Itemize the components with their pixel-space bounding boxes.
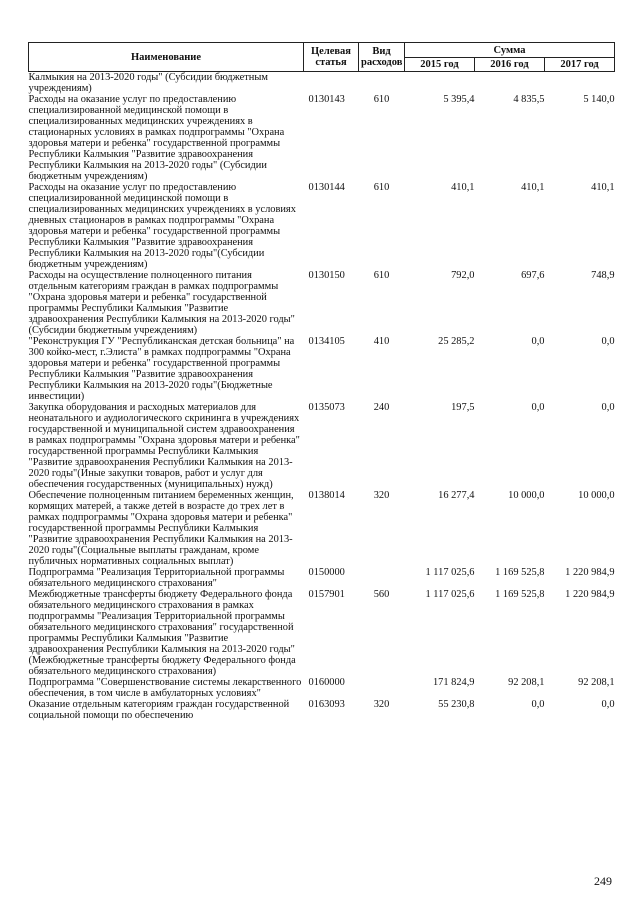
row-code: 0134105: [308, 336, 345, 347]
row-2015: 25 285,2: [438, 336, 475, 347]
row-code: 0130144: [308, 182, 345, 193]
table-row: [29, 490, 615, 567]
row-2015: 55 230,8: [438, 699, 475, 710]
table-row: [29, 402, 615, 490]
row-code: 0135073: [308, 402, 345, 413]
row-type: 320: [373, 490, 390, 501]
header-expense-type: Вид расходов: [359, 43, 405, 72]
row-code: [304, 72, 359, 95]
row-type: [359, 567, 405, 589]
header-year-2017: 2017 год: [545, 58, 615, 72]
row-2017: 0,0: [601, 402, 615, 413]
row-2016: 0,0: [531, 336, 545, 347]
row-name: Оказание отдельным категориям граждан государственной социальной помощи по обеспечению: [28, 699, 290, 721]
row-2015: 197,5: [451, 402, 475, 413]
row-2015: 1 117 025,6: [425, 589, 475, 600]
row-2017: 410,1: [591, 182, 615, 193]
row-type: 560: [373, 589, 390, 600]
row-2017: 92 208,1: [578, 677, 615, 688]
table-body: [29, 72, 615, 722]
row-type: 610: [373, 270, 390, 281]
row-2016: 4 835,5: [513, 94, 545, 105]
row-2015: 171 824,9: [432, 677, 475, 688]
row-code: 0130150: [308, 270, 345, 281]
row-2017: 0,0: [601, 336, 615, 347]
table-row: [29, 336, 615, 402]
row-2016: 0,0: [531, 402, 545, 413]
header-name: Наименование: [29, 43, 304, 72]
row-2016: 697,6: [521, 270, 545, 281]
row-2017: [545, 72, 615, 95]
header-target-article: Целевая статья: [304, 43, 359, 72]
budget-table: [28, 42, 615, 721]
row-name: Обеспечение полноценным питанием беременных женщин, кормящих матерей, а также детей в возрасте до трех лет в рамках подпрограммы "Охрана здоровья матери и ребенка" государственной программы Республики Калмыкия "Развитие здравоохранения Республики Калмыкия на 2013-2020 годы"(Социальные выплаты гражданам, кроме публичных нормативных социальных выплат): [28, 490, 294, 567]
row-code: 0163093: [308, 699, 345, 710]
row-2016: 10 000,0: [508, 490, 545, 501]
row-2015: 1 117 025,6: [425, 567, 475, 578]
row-2016: 1 169 525,8: [495, 567, 545, 578]
row-2016: 410,1: [521, 182, 545, 193]
row-name: Расходы на оказание услуг по предоставлению специализированной медицинской помощи в специализированных медицинских учреждениях в условиях дневных стационаров в рамках подпрограммы "Охрана здоровья матери и ребенка" государственной программы Республики Калмыкия "Развитие здравоохранения Республики Калмыкия на 2013-2020 годы"(Субсидии бюджетным учреждениям): [28, 182, 296, 270]
row-code: 0138014: [308, 490, 345, 501]
table-row: [29, 270, 615, 336]
table-row: [29, 182, 615, 270]
table-row: [29, 699, 615, 721]
row-type: [359, 677, 405, 699]
row-2017: 10 000,0: [578, 490, 615, 501]
row-type: 320: [373, 699, 390, 710]
row-name: "Реконструкция ГУ "Республиканская детская больница" на 300 койко-мест, г.Элиста" в рамках подпрограммы "Охрана здоровья матери и ребенка" государственной программы Республики Калмыкия "Развитие здравоохранения Республики Калмыкия на 2013-2020 годы"(Бюджетные инвестиции): [28, 336, 295, 402]
row-2015: 792,0: [451, 270, 475, 281]
row-name: Межбюджетные трансферты бюджету Федерального фонда обязательного медицинского страхования в рамках подпрограммы "Реализация Территориальной программы обязательного медицинского страхования" государственной программы Республики Калмыкия "Развитие здравоохранения Республики Калмыкия на 2013-2020 годы" (Межбюджетные трансферты бюджету Федерального фонда обязательного медицинского страхования): [28, 589, 296, 677]
row-name: Расходы на осуществление полноценного питания отдельным категориям граждан в рамках подпрограммы "Охрана здоровья матери и ребенка" государственной программы Республики Калмыкия "Развитие здравоохранения Республики Калмыкия на 2013-2020 годы" (Субсидии бюджетным учреждениям): [28, 270, 295, 336]
row-2016: 92 208,1: [508, 677, 545, 688]
row-name: Подпрограмма "Совершенствование системы лекарственного обеспечения, в том числе в амбулаторных условиях": [28, 677, 302, 699]
row-type: [359, 72, 405, 95]
row-2015: 410,1: [451, 182, 475, 193]
row-name: Калмыкия на 2013-2020 годы" (Субсидии бюджетным учреждениям): [28, 72, 268, 94]
row-2017: 5 140,0: [583, 94, 615, 105]
row-2016: 0,0: [531, 699, 545, 710]
row-type: 410: [373, 336, 390, 347]
row-2015: 5 395,4: [443, 94, 475, 105]
row-type: 610: [373, 94, 390, 105]
table-row: [29, 677, 615, 699]
row-code: 0150000: [308, 567, 345, 578]
row-code: 0157901: [308, 589, 345, 600]
row-2017: 1 220 984,9: [565, 589, 615, 600]
row-2015: 16 277,4: [438, 490, 475, 501]
table-row: [29, 72, 615, 95]
row-2017: 1 220 984,9: [565, 567, 615, 578]
row-2015: [405, 72, 475, 95]
row-name: Закупка оборудования и расходных материалов для неонатального и аудиологического скрининга в учреждениях государственной и муниципальной систем здравоохранения в рамках подпрограммы "Охрана здоровья матери и ребенка" государственной программы Республики Калмыкия "Развитие здравоохранения Республики Калмыкия на 2013-2020 годы"(Иные закупки товаров, работ и услуг для обеспечения государственных (муниципальных) нужд): [28, 402, 300, 490]
header-year-2015: 2015 год: [405, 58, 475, 72]
page-number: 249: [594, 874, 612, 888]
row-2017: 0,0: [601, 699, 615, 710]
table-row: [29, 589, 615, 677]
row-name: Подпрограмма "Реализация Территориальной программы обязательного медицинского страхования": [28, 567, 285, 589]
row-name: Расходы на оказание услуг по предоставлению специализированной медицинской помощи в специализированных медицинских учреждениях в стационарных условиях в рамках подпрограммы "Охрана здоровья матери и ребенка" государственной программы Республики Калмыкия "Развитие здравоохранения Республики Калмыкия на 2013-2020 годы" (Субсидии бюджетным учреждениям): [28, 94, 285, 182]
header-year-2016: 2016 год: [475, 58, 545, 72]
table-row: [29, 567, 615, 589]
row-code: 0130143: [308, 94, 345, 105]
header-sum: Сумма: [405, 43, 615, 58]
row-2017: 748,9: [591, 270, 615, 281]
row-type: 240: [373, 402, 390, 413]
row-2016: 1 169 525,8: [495, 589, 545, 600]
row-type: 610: [373, 182, 390, 193]
row-2016: [475, 72, 545, 95]
row-code: 0160000: [308, 677, 345, 688]
table-row: [29, 94, 615, 182]
